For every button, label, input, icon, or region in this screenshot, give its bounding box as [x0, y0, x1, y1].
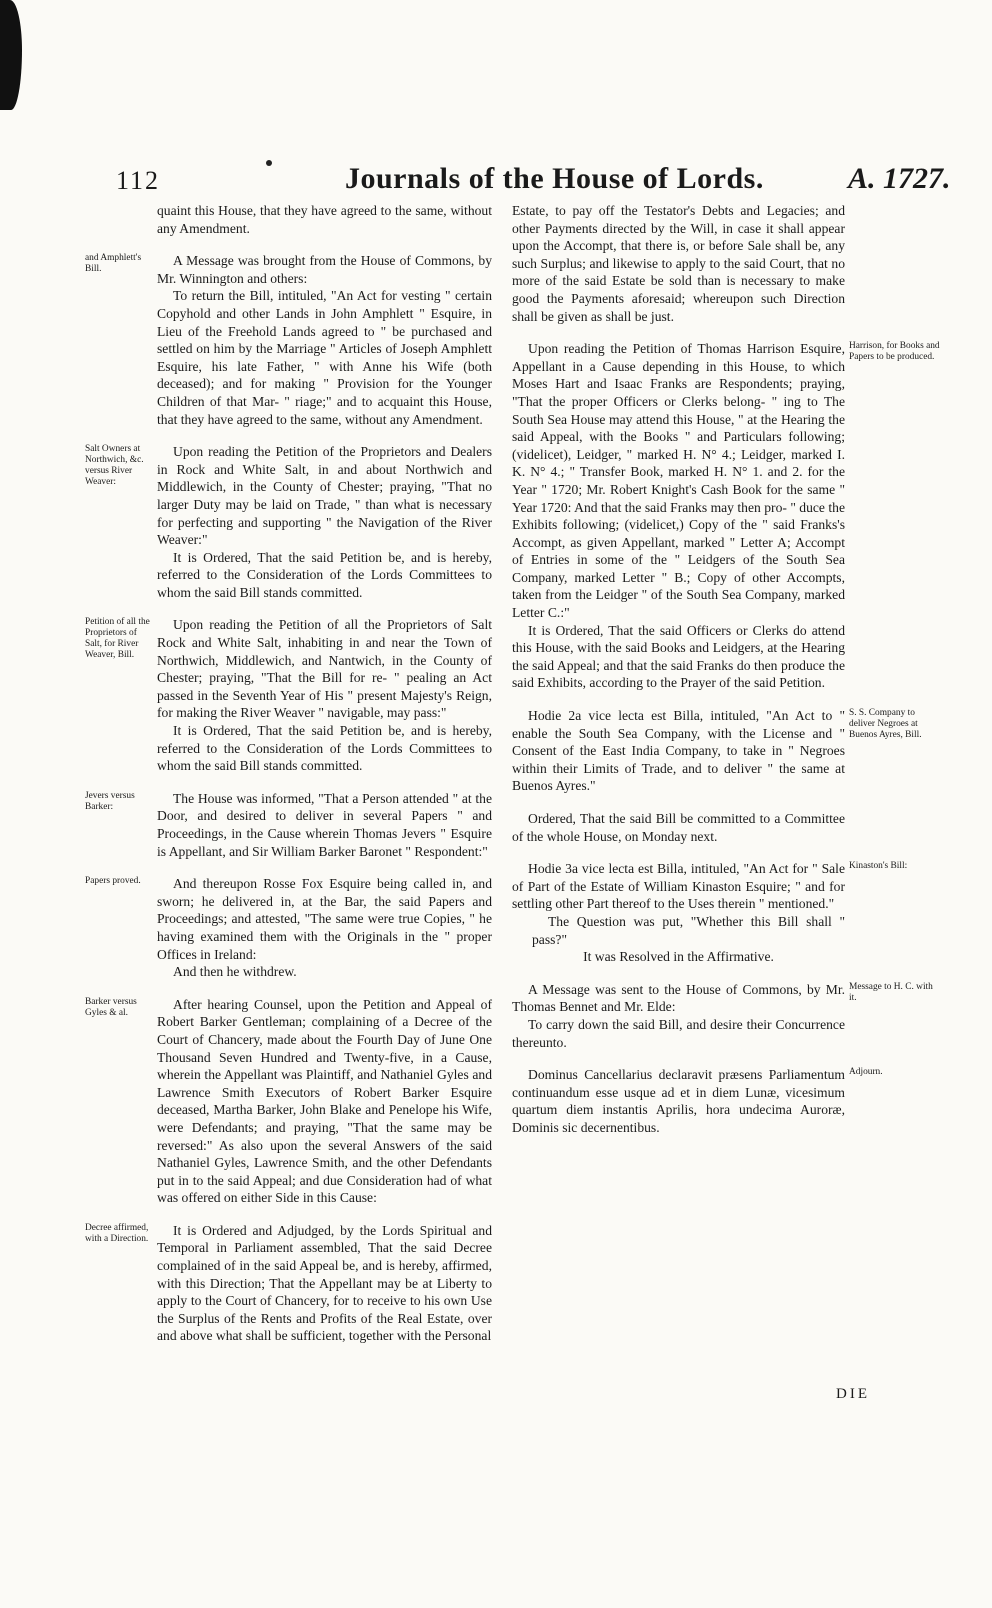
entry-jevers-barker — [85, 790, 492, 860]
entry-harrison-petition — [512, 340, 940, 692]
margin-note: Adjourn. — [849, 1067, 883, 1078]
entry-south-sea-bill — [512, 707, 922, 795]
entry-text: To carry down the said Bill, and desire their Concurrence thereunto. — [512, 1016, 845, 1050]
margin-note: Decree affirmed, with a Direction. — [85, 1222, 149, 1244]
entry-text: Upon reading the Petition of all the Proprietors of Salt Rock and White Salt, inhabiting in and near the Town of Northwich, Middlewich, and Nantwich, in the County of Chester; praying, "That the Bill for re- " pealing an Act passed in the Seventh Year of His " present Majesty's Reign, for making the River Weaver " navigable, may pass:" — [157, 617, 492, 721]
entry-text: The House was informed, "That a Person attended " at the Door, and desired to deliver in several Papers " and Proceedings, in the Cause wherein Thomas Jevers " Esquire is Appellant, and Sir William Barker Baronet " Respondent:" — [157, 790, 492, 859]
entry-text: Upon reading the Petition of Thomas Harrison Esquire, Appellant in a Cause depending in this House, to which Moses Hart and Isaac Franks are Respondents; praying, "That the proper Officers or Clerks belong- " ing to The South Sea House may attend this House, " at the Hearing the said Appeal, with the Books " and Particulars following; (videlicet), Leidger, " marked H. N° 4.; Leidger, marked I. K. N° 4.; " Transfer Book, marked H. N° 1. and 2. for the Year " 1720; Mr. Robert Knight's Cash Book for the same " Year 1720: And that the said Franks may then pro- " duce the Exhibits following; (videlicet,) Copy of the " said Franks's Accompt, as given Appellant, marked " Letter A; Accompt of Entries in some of the " Leidgers of the South Sea Company, marked Letter " B.; Copy of other Accompts, taken from the Leidger " of the South Sea Company, marked Letter C.:" — [512, 341, 845, 621]
left-column — [85, 202, 492, 1360]
entry-text: A Message was brought from the House of Commons, by Mr. Winnington and others: — [157, 253, 492, 286]
entry-kinaston-bill — [512, 860, 908, 966]
margin-note: Message to H. C. with it. — [849, 981, 933, 1003]
margin-note: Barker versus Gyles & al. — [85, 996, 137, 1018]
entry-message-commons — [512, 981, 933, 1051]
entry-text: A Message was sent to the House of Commons, by Mr. Thomas Bennet and Mr. Elde: — [512, 981, 845, 1015]
entry-adjourn — [512, 1066, 883, 1136]
entry-barker-gyles — [85, 996, 492, 1207]
entry-text: And thereupon Rosse Fox Esquire being called in, and sworn; he delivered in, at the Bar, the said Papers and Proceedings; and attested, "The same were true Copies, " he having examined them with the Originals in the " proper Offices in Ireland: — [157, 876, 492, 962]
entry-text: Dominus Cancellarius declaravit præsens Parliamentum continuandum esse usque ad et in diem Lunæ, vicesimum quartum diem instantis Aprilis, hora undecima Auroræ, Dominis sic decernentibus. — [512, 1067, 845, 1135]
page-header — [0, 160, 992, 200]
right-column — [512, 202, 940, 1152]
entry-text: It is Ordered, That the said Officers or Clerks do attend this House, with the said Books and Leidgers, at the Hearing the said Appeal; and that the said Franks do then produce the said Exhibits, according to the Prayer of the said Petition. — [512, 622, 845, 691]
page-number: 112 — [116, 166, 161, 195]
page-year: A. 1727. — [848, 162, 951, 195]
entry-text: And then he withdrew. — [173, 964, 297, 980]
margin-note: Kinaston's Bill: — [849, 861, 908, 872]
margin-note: Jevers versus Barker: — [85, 790, 135, 812]
entry-text: Ordered, That the said Bill be committed to a Committee of the whole House, on Monday next. — [512, 811, 845, 844]
entry-text: quaint this House, that they have agreed to the same, without any Amendment. — [157, 203, 492, 236]
margin-note: Petition of all the Proprietors of Salt, for River Weaver, Bill. — [85, 617, 150, 660]
entry-papers-proved — [85, 875, 492, 981]
entry-text: Estate, to pay off the Testator's Debts and Legacies; and other Payments directed by the Will, in case it shall appear upon the Accompt, that there is, or before Sale shall be, any such Surplus; and likewise to apply to the said Court, that no more of the said Estate be sold than is necessary to make good the Payments aforesaid; whereupon such Direction shall be given as shall be just. — [512, 203, 845, 324]
entry-text: It was Resolved in the Affirmative. — [583, 949, 774, 965]
catchword: DIE — [836, 1386, 870, 1402]
entry-continuation — [157, 202, 492, 237]
entry-text: The Question was put, "Whether this Bill shall " pass?" — [532, 913, 845, 947]
entry-text: It is Ordered, That the said Petition be, and is hereby, referred to the Consideration of the Lords Committees to whom the said Bill stands committed. — [157, 549, 492, 600]
entry-text: Hodie 2a vice lecta est Billa, intituled, "An Act to " enable the South Sea Company, with the License and " Consent of the East India Company, to take in " Negroes within their Limits of Trade, and to deliver " the same at Buenos Ayres." — [512, 708, 845, 794]
entry-committee-order — [512, 810, 845, 845]
margin-note: and Amphlett's Bill. — [85, 253, 142, 274]
running-title: Journals of the House of Lords. — [345, 162, 764, 195]
entry-text: Upon reading the Petition of the Proprietors and Dealers in Rock and White Salt, in and about Northwich and Middlewich, in the County of Chester; praying, "That no larger Duty may be laid on Trade, " than what is necessary for perfecting and supporting " the Navigation of the River Weaver:" — [157, 444, 492, 548]
entry-amphlett-bill — [85, 252, 492, 428]
entry-text: Hodie 3a vice lecta est Billa, intituled, "An Act for " Sale of Part of the Estate of William Kinaston Esquire; " and for settling other Part thereof to the Uses therein " mentioned." — [512, 861, 845, 912]
margin-note: Papers proved. — [85, 876, 141, 887]
entry-proprietors-petition — [85, 616, 492, 774]
entry-text: To return the Bill, intituled, "An Act for vesting " certain Copyhold and other Lands in John Amphlett " Esquire, in Lieu of the Freehold Lands agreed to " be purchased and settled on him by the Marriage " Articles of Joseph Amphlett Esquire, his late Father, " with Anne his Wife (both deceased); and for making " Provision for the Younger Children of that Mar- " riage;" and to acquaint this House, that they have agreed to the same, without any Amendment. — [157, 288, 492, 427]
entry-text: After hearing Counsel, upon the Petition and Appeal of Robert Barker Gentleman; complaining of a Decree of the Court of Chancery, made about the Fourth Day of June One Thousand Seven Hundred and Twenty-five, in a Cause, wherein the Appellant was Plaintiff, and Nathaniel Gyles and Lawrence Smith Executors of Robert Barker Esquire deceased, Martha Barker, John Blake and Penelope his Wife, were Defendants; and praying, "That the same may be reversed:" As also upon the several Answers of the said Nathaniel Gyles, Lawrence Smith, and the other Defendants put in to the said Appeal; and due Consideration had of what was offered on either Side in this Cause: — [157, 996, 492, 1206]
margin-note: S. S. Company to deliver Negroes at Buenos Ayres, Bill. — [849, 708, 922, 740]
margin-note: Harrison, for Books and Papers to be produced. — [849, 341, 940, 362]
ink-blot — [0, 0, 22, 110]
entry-decree-affirmed — [85, 1222, 492, 1345]
entry-text: It is Ordered, That the said Petition be, and is hereby, referred to the Consideration of the Lords Committees to whom the said Bill stands committed. — [157, 723, 492, 774]
margin-note: Salt Owners at Northwich, &c. versus River Weaver: — [85, 444, 144, 487]
entry-continuation — [512, 202, 845, 325]
entry-salt-owners — [85, 443, 492, 601]
entry-text: It is Ordered and Adjudged, by the Lords Spiritual and Temporal in Parliament assembled, That the said Decree complained of in the said Appeal be, and is hereby, affirmed, with this Direction; That the Appellant may be at Liberty to apply to the Court of Chancery, for to receive to his own Use the Surplus of the Rents and Profits of the Real Estate, over and above what shall be sufficient, together with the Personal — [157, 1222, 492, 1344]
